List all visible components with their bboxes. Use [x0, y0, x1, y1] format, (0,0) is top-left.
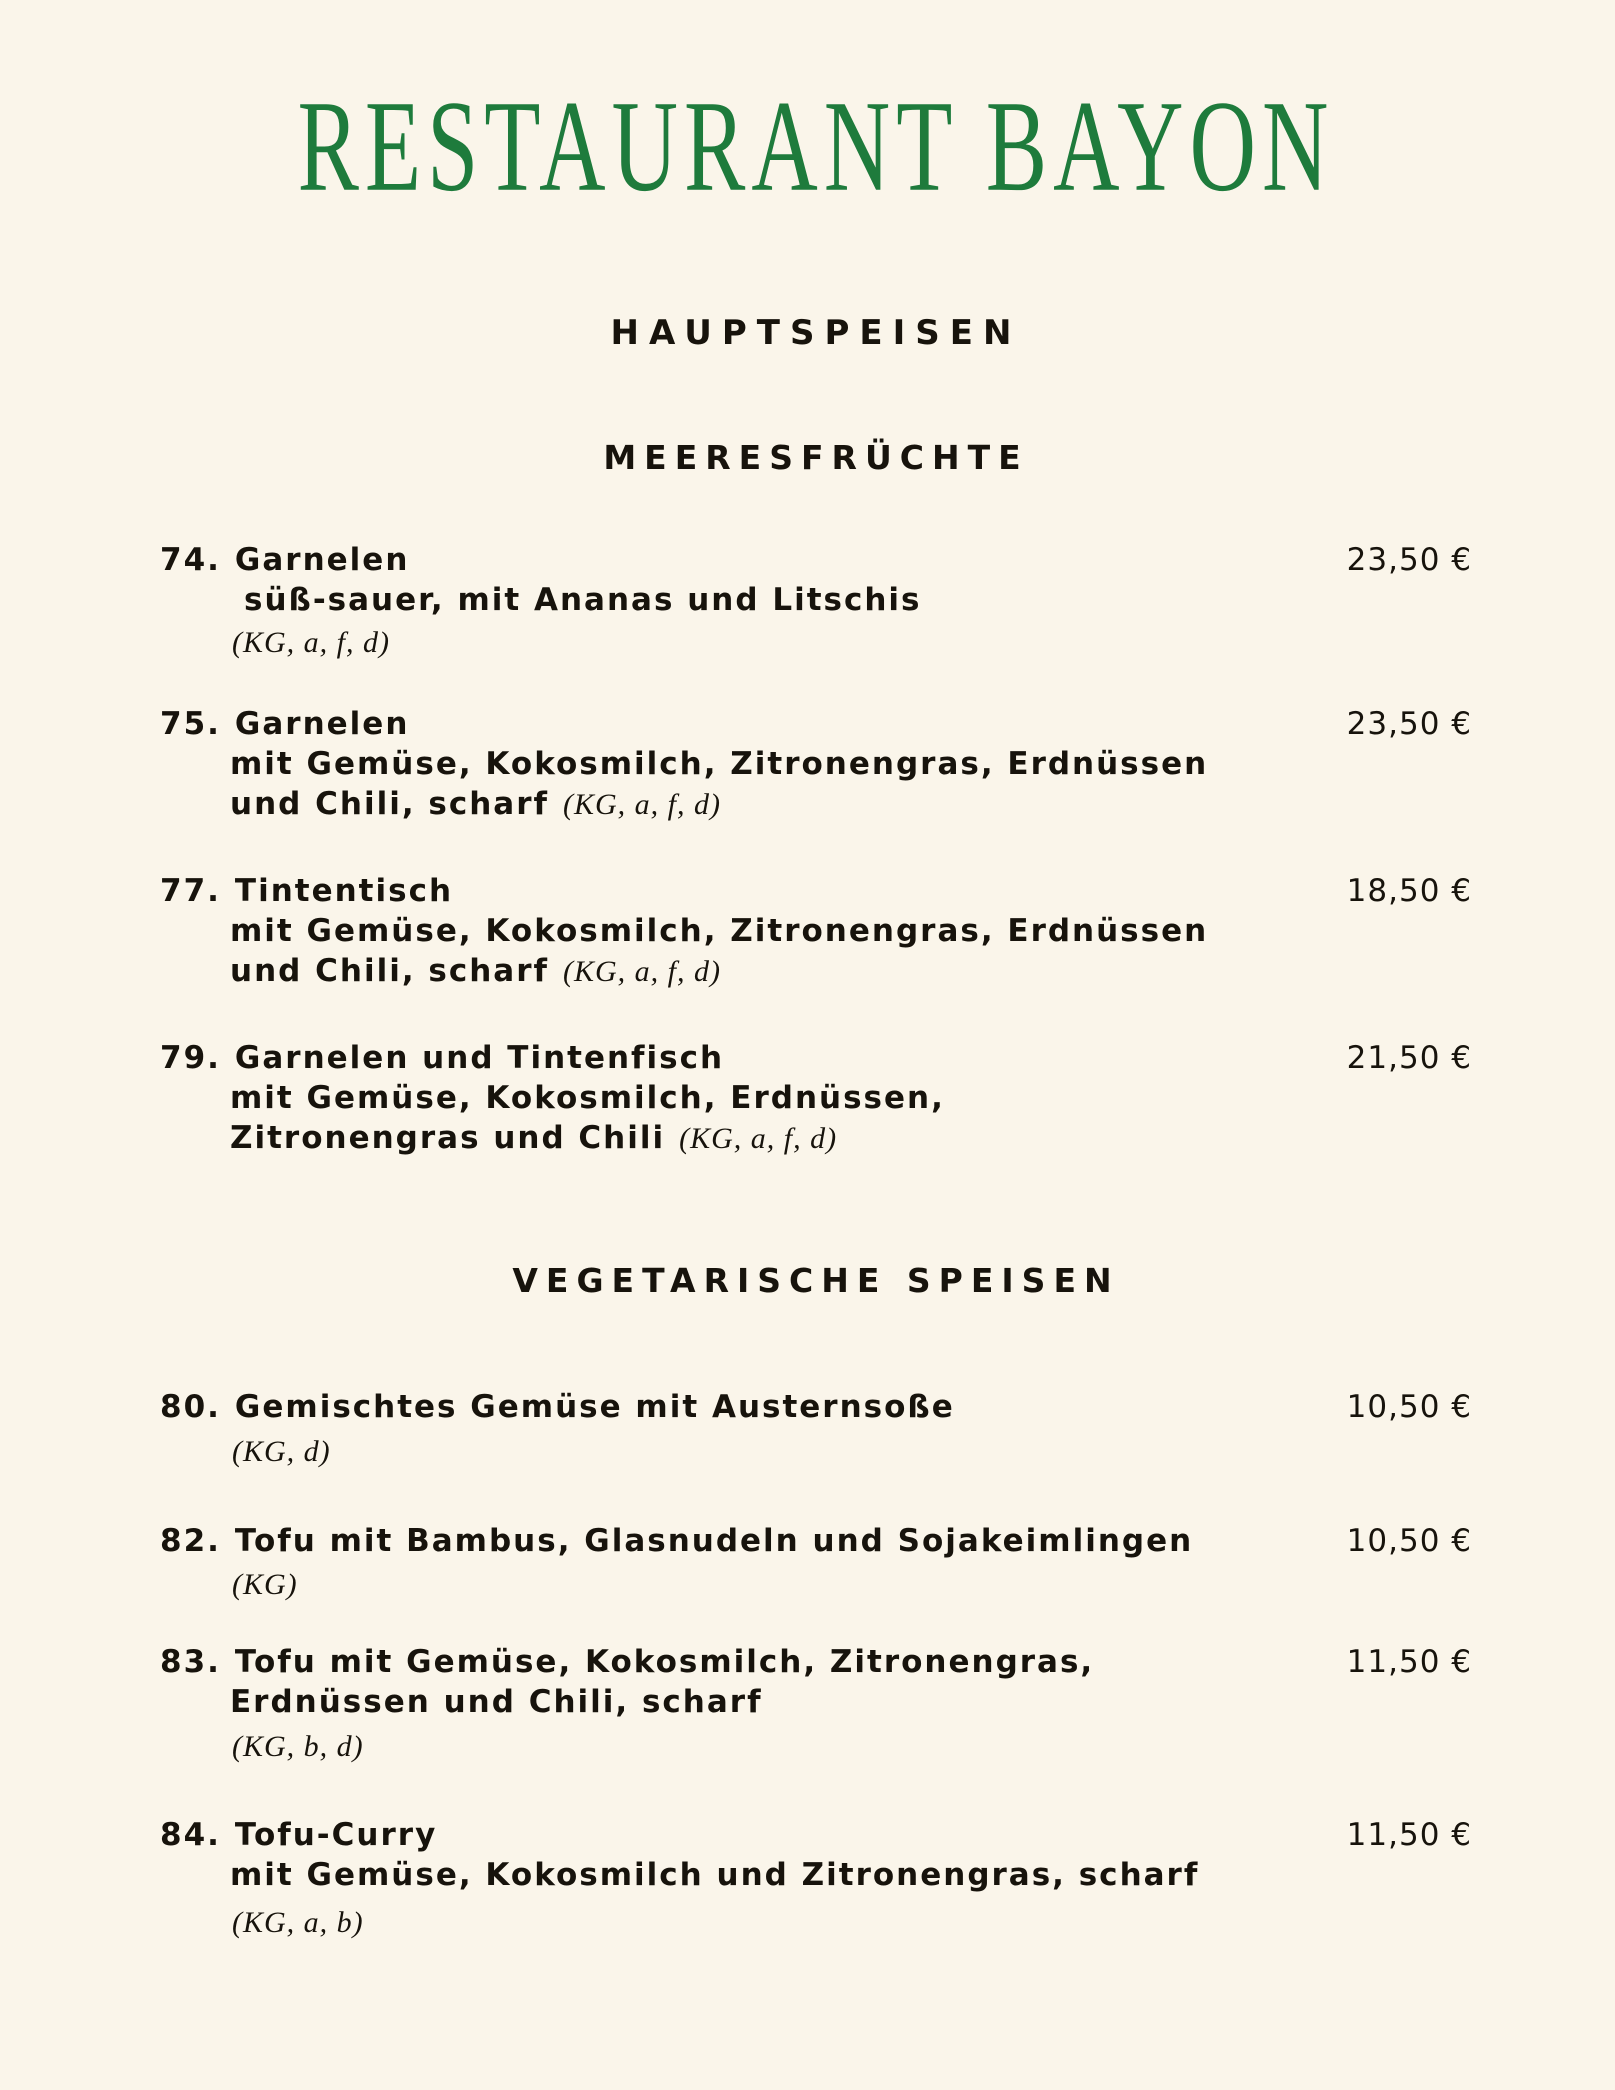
item-header [160, 873, 1472, 909]
item-name: Garnelen [234, 541, 410, 578]
item-title [160, 1523, 1193, 1559]
item-description: mit Gemüse, Kokosmilch, Zitronengras, Erdnüssen [230, 745, 1209, 782]
item-price: 18,50 € [1346, 872, 1472, 909]
item-description: süß-sauer, mit Ananas und Litschis [244, 581, 922, 618]
item-price: 11,50 € [1346, 1816, 1472, 1853]
item-title [160, 1817, 437, 1853]
item-header [160, 1523, 1472, 1559]
item-description [160, 1120, 1472, 1157]
item-header [160, 1040, 1472, 1076]
menu-item-80 [160, 1389, 1472, 1470]
item-price: 10,50 € [1346, 1522, 1472, 1559]
item-number: 75. [160, 705, 221, 742]
item-allergens: (KG, a, f, d) [562, 954, 721, 988]
item-description-text: Zitronengras und Chili [230, 1119, 666, 1156]
item-allergens: (KG, d) [232, 1434, 331, 1468]
menu-item-74 [160, 542, 1472, 661]
menu-item-82 [160, 1523, 1472, 1603]
menu-item-83 [160, 1644, 1472, 1765]
item-number: 77. [160, 872, 221, 909]
item-number: 82. [160, 1522, 221, 1559]
item-title [160, 1040, 724, 1076]
section-heading-meeresfruechte: MEERESFRÜCHTE [603, 437, 1029, 477]
item-allergens: (KG, b, d) [232, 1729, 364, 1763]
item-price: 23,50 € [1346, 541, 1472, 578]
item-number: 84. [160, 1816, 221, 1853]
item-name: Tintentisch [234, 872, 454, 909]
item-description: mit Gemüse, Kokosmilch und Zitronengras, scharf [230, 1856, 1200, 1893]
item-title [160, 706, 409, 742]
item-title [160, 542, 409, 578]
item-allergens: (KG, a, b) [232, 1905, 364, 1939]
item-allergens: (KG, a, f, d) [232, 625, 390, 659]
item-description-text: und Chili, scharf [230, 952, 549, 989]
item-description: mit Gemüse, Kokosmilch, Zitronengras, Erdnüssen [230, 912, 1209, 949]
item-header [160, 706, 1472, 742]
item-number: 74. [160, 541, 221, 578]
item-price: 10,50 € [1346, 1388, 1472, 1425]
item-allergens: (KG, a, f, d) [562, 787, 721, 821]
item-name: Tofu mit Bambus, Glasnudeln und Sojakeimlingen [234, 1522, 1194, 1559]
item-name: Tofu mit Gemüse, Kokosmilch, Zitronengras, [234, 1643, 1095, 1680]
item-number: 79. [160, 1039, 221, 1076]
item-name: Tofu-Curry [234, 1816, 438, 1853]
item-header [160, 1644, 1472, 1680]
item-description: mit Gemüse, Kokosmilch, Erdnüssen, [230, 1079, 945, 1116]
menu-item-84 [160, 1817, 1472, 1941]
item-description [160, 786, 1472, 823]
item-header [160, 542, 1472, 578]
item-price: 21,50 € [1346, 1039, 1472, 1076]
item-title [160, 1644, 1094, 1680]
item-title [160, 1389, 955, 1425]
page-title: RESTAURANT BAYON [297, 73, 1335, 219]
section-heading-vegetarische-speisen: VEGETARISCHE SPEISEN [512, 1260, 1120, 1300]
item-description-text: und Chili, scharf [230, 785, 549, 822]
menu-item-77 [160, 873, 1472, 990]
item-title [160, 873, 453, 909]
item-name: Gemischtes Gemüse mit Austernsoße [234, 1388, 955, 1425]
item-header [160, 1389, 1472, 1425]
menu-item-75 [160, 706, 1472, 823]
item-number: 80. [160, 1388, 221, 1425]
menu-item-79 [160, 1040, 1472, 1157]
item-allergens: (KG) [232, 1567, 298, 1601]
item-header [160, 1817, 1472, 1853]
item-allergens: (KG, a, f, d) [679, 1121, 838, 1155]
item-number: 83. [160, 1643, 221, 1680]
menu-heading: HAUPTSPEISEN [610, 312, 1022, 353]
item-description: Erdnüssen und Chili, scharf [230, 1683, 763, 1720]
item-description [160, 953, 1472, 990]
item-name: Garnelen [234, 705, 410, 742]
item-price: 11,50 € [1346, 1643, 1472, 1680]
item-name: Garnelen und Tintenfisch [234, 1039, 725, 1076]
item-price: 23,50 € [1346, 705, 1472, 742]
